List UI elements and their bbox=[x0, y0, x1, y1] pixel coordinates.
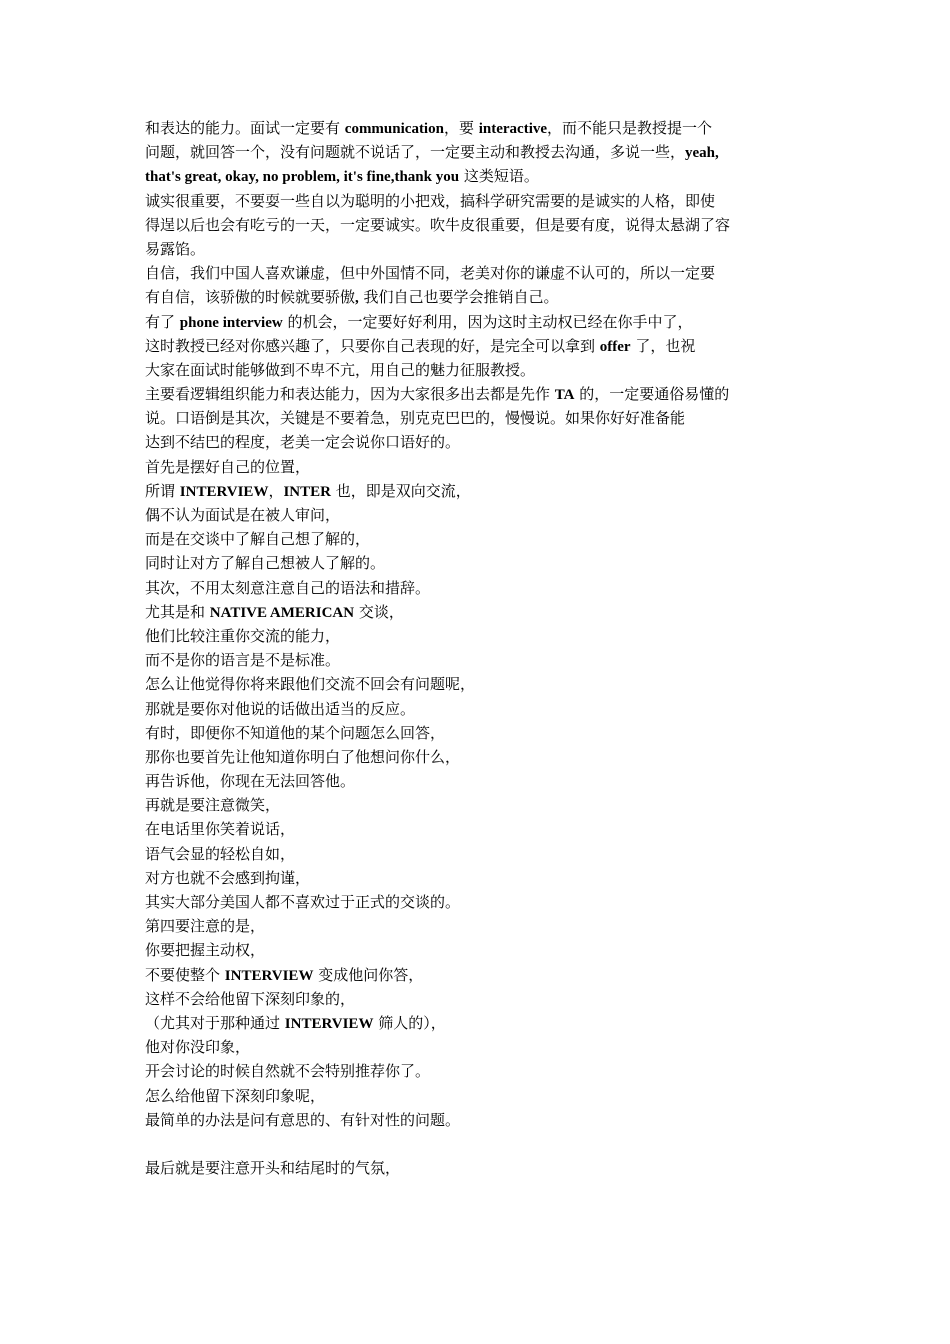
text-run: 达到不结巴的程度，老美一定会说你口语好的。 bbox=[145, 433, 461, 452]
text-run: 交谈， bbox=[354, 602, 404, 621]
text-run: 再告诉他，你现在无法回答他。 bbox=[145, 772, 356, 791]
bold-text-run: interactive bbox=[478, 121, 548, 137]
text-line bbox=[145, 358, 815, 382]
text-run: 怎么让他觉得你将来跟他们交流不回会有问题呢， bbox=[145, 675, 476, 694]
text-run: 怎么给他留下深刻印象呢， bbox=[145, 1086, 326, 1105]
text-run: 再就是要注意微笑， bbox=[145, 796, 281, 815]
text-line bbox=[145, 793, 815, 817]
bold-text-run: INTERVIEW bbox=[224, 967, 314, 984]
text-run: 有了 bbox=[145, 312, 180, 331]
text-run: 其实大部分美国人都不喜欢过于正式的交谈的。 bbox=[145, 893, 461, 911]
text-run: 不要使整个 bbox=[145, 965, 225, 984]
bold-text-run: INTERVIEW bbox=[179, 483, 269, 500]
bold-text-run: offer bbox=[599, 338, 631, 355]
text-line bbox=[145, 624, 815, 648]
text-line bbox=[145, 527, 815, 551]
text-line bbox=[145, 1084, 815, 1108]
bold-text-run: communication bbox=[344, 121, 444, 137]
text-line bbox=[145, 938, 815, 962]
text-line bbox=[145, 745, 815, 769]
text-run: 尤其是和 bbox=[145, 602, 210, 621]
text-line bbox=[145, 310, 815, 334]
text-run: 那就是要你对他说的话做出适当的反应。 bbox=[145, 699, 416, 718]
text-run: 他对你没印象， bbox=[145, 1038, 251, 1057]
text-run: 有时，即便你不知道他的某个问题怎么回答， bbox=[145, 723, 446, 742]
bold-text-run: INTERVIEW bbox=[284, 1015, 374, 1032]
text-run: 所谓 bbox=[145, 481, 180, 500]
text-line bbox=[145, 648, 815, 672]
text-run: ，而不能只是教授提一个 bbox=[547, 119, 713, 137]
text-run: 首先是摆好自己的位置， bbox=[145, 457, 311, 476]
text-run: 其次，不用太刻意注意自己的语法和措辞。 bbox=[145, 578, 431, 597]
text-line bbox=[145, 721, 815, 745]
text-run: 得逞以后也会有吃亏的一天，一定要诚实。吹牛皮很重要，但是要有度，说得太悬湖了容 bbox=[145, 215, 731, 234]
text-line bbox=[145, 430, 815, 454]
bold-text-run: INTER bbox=[283, 483, 331, 500]
text-run: 大家在面试时能够做到不卑不亢，用自己的魅力征服教授。 bbox=[145, 360, 536, 379]
text-line bbox=[145, 261, 815, 285]
text-line bbox=[145, 140, 815, 164]
bold-text-run: NATIVE AMERICAN bbox=[209, 604, 355, 621]
text-line bbox=[145, 914, 815, 938]
text-line bbox=[145, 963, 815, 987]
text-run: 说。口语倒是其次，关键是不要着急，别克克巴巴的，慢慢说。如果你好好准备能 bbox=[145, 409, 686, 428]
text-line bbox=[145, 987, 815, 1011]
text-line bbox=[145, 866, 815, 890]
text-run: 最简单的办法是问有意思的、有针对性的问题。 bbox=[145, 1110, 461, 1129]
text-run: （尤其对于那种通过 bbox=[145, 1013, 285, 1032]
text-line bbox=[145, 1035, 815, 1059]
text-run: 这样不会给他留下深刻印象的， bbox=[145, 989, 356, 1008]
text-run: 筛人的）， bbox=[373, 1013, 446, 1032]
text-run: 诚实很重要，不要耍一些自以为聪明的小把戏，搞科学研究需要的是诚实的人格，即使 bbox=[145, 191, 716, 210]
text-run: 语气会显的轻松自如， bbox=[145, 844, 296, 863]
text-line bbox=[145, 890, 815, 914]
text-line bbox=[145, 1132, 815, 1156]
text-line bbox=[145, 116, 815, 140]
text-run: 他们比较注重你交流的能力， bbox=[145, 626, 341, 645]
text-line bbox=[145, 842, 815, 866]
text-line bbox=[145, 551, 815, 575]
text-line bbox=[145, 213, 815, 237]
text-run: 了，也祝 bbox=[630, 336, 696, 355]
text-line bbox=[145, 406, 815, 430]
text-run: 也，即是双向交流， bbox=[330, 481, 471, 500]
text-run: 这时教授已经对你感兴趣了，只要你自己表现的好，是完全可以拿到 bbox=[145, 336, 600, 355]
text-line bbox=[145, 1156, 815, 1180]
text-line bbox=[145, 189, 815, 213]
text-run: 变成他问你答， bbox=[313, 965, 424, 984]
text-line bbox=[145, 503, 815, 527]
bold-text-run: yeah, bbox=[685, 145, 719, 162]
text-line bbox=[145, 697, 815, 721]
text-run: 的，一定要通俗易懂的 bbox=[574, 385, 730, 404]
text-run: ，要 bbox=[443, 119, 479, 137]
text-run: 开会讨论的时候自然就不会特别推荐你了。 bbox=[145, 1062, 431, 1081]
text-run: 对方也就不会感到拘谨， bbox=[145, 868, 311, 887]
text-run: 有自信，该骄傲的时候就要骄傲 bbox=[145, 288, 356, 307]
text-line bbox=[145, 1011, 815, 1035]
text-line bbox=[145, 382, 815, 406]
text-run: 同时让对方了解自己想被人了解的。 bbox=[145, 554, 386, 573]
text-line bbox=[145, 817, 815, 841]
text-run: 主要看逻辑组织能力和表达能力，因为大家很多出去都是先作 bbox=[145, 385, 555, 404]
text-run: 这类短语。 bbox=[459, 167, 539, 186]
text-run: 问题，就回答一个，没有问题就不说话了，一定要主动和教授去沟通，多说一些， bbox=[145, 143, 686, 162]
text-run: 偶不认为面试是在被人审问， bbox=[145, 506, 341, 524]
text-run: 第四要注意的是， bbox=[145, 917, 266, 936]
text-run: 你要把握主动权， bbox=[145, 941, 266, 960]
text-line bbox=[145, 600, 815, 624]
text-line bbox=[145, 164, 815, 188]
bold-text-run: phone interview bbox=[179, 314, 283, 331]
text-line bbox=[145, 1108, 815, 1132]
text-run: 最后就是要注意开头和结尾时的气氛， bbox=[145, 1159, 401, 1178]
text-run: 而是在交谈中了解自己想了解的， bbox=[145, 530, 371, 549]
body-text bbox=[145, 116, 815, 1180]
text-run: 易露馅。 bbox=[145, 239, 206, 258]
text-line bbox=[145, 576, 815, 600]
text-line bbox=[145, 334, 815, 358]
text-line bbox=[145, 285, 815, 309]
text-run: 和表达的能力。面试一定要有 bbox=[145, 119, 345, 137]
text-run: 自信，我们中国人喜欢谦虚，但中外国情不同，老美对你的谦虚不认可的，所以一定要 bbox=[145, 264, 716, 283]
bold-text-run: , bbox=[355, 290, 359, 307]
text-line bbox=[145, 1059, 815, 1083]
text-line bbox=[145, 237, 815, 261]
text-line bbox=[145, 672, 815, 696]
text-line bbox=[145, 479, 815, 503]
text-run: 而不是你的语言是不是标准。 bbox=[145, 651, 341, 670]
bold-text-run: that's great, okay, no problem, it's fine,thank you bbox=[145, 169, 460, 186]
text-run: 那你也要首先让他知道你明白了他想问你什么， bbox=[145, 747, 461, 766]
text-run: 我们自己也要学会推销自己。 bbox=[358, 288, 559, 307]
text-line bbox=[145, 769, 815, 793]
text-run: 在电话里你笑着说话， bbox=[145, 820, 296, 839]
text-run: ， bbox=[268, 481, 284, 500]
text-run: 的机会，一定要好好利用，因为这时主动权已经在你手中了， bbox=[282, 312, 693, 331]
bold-text-run: TA bbox=[554, 387, 575, 404]
text-line bbox=[145, 455, 815, 479]
